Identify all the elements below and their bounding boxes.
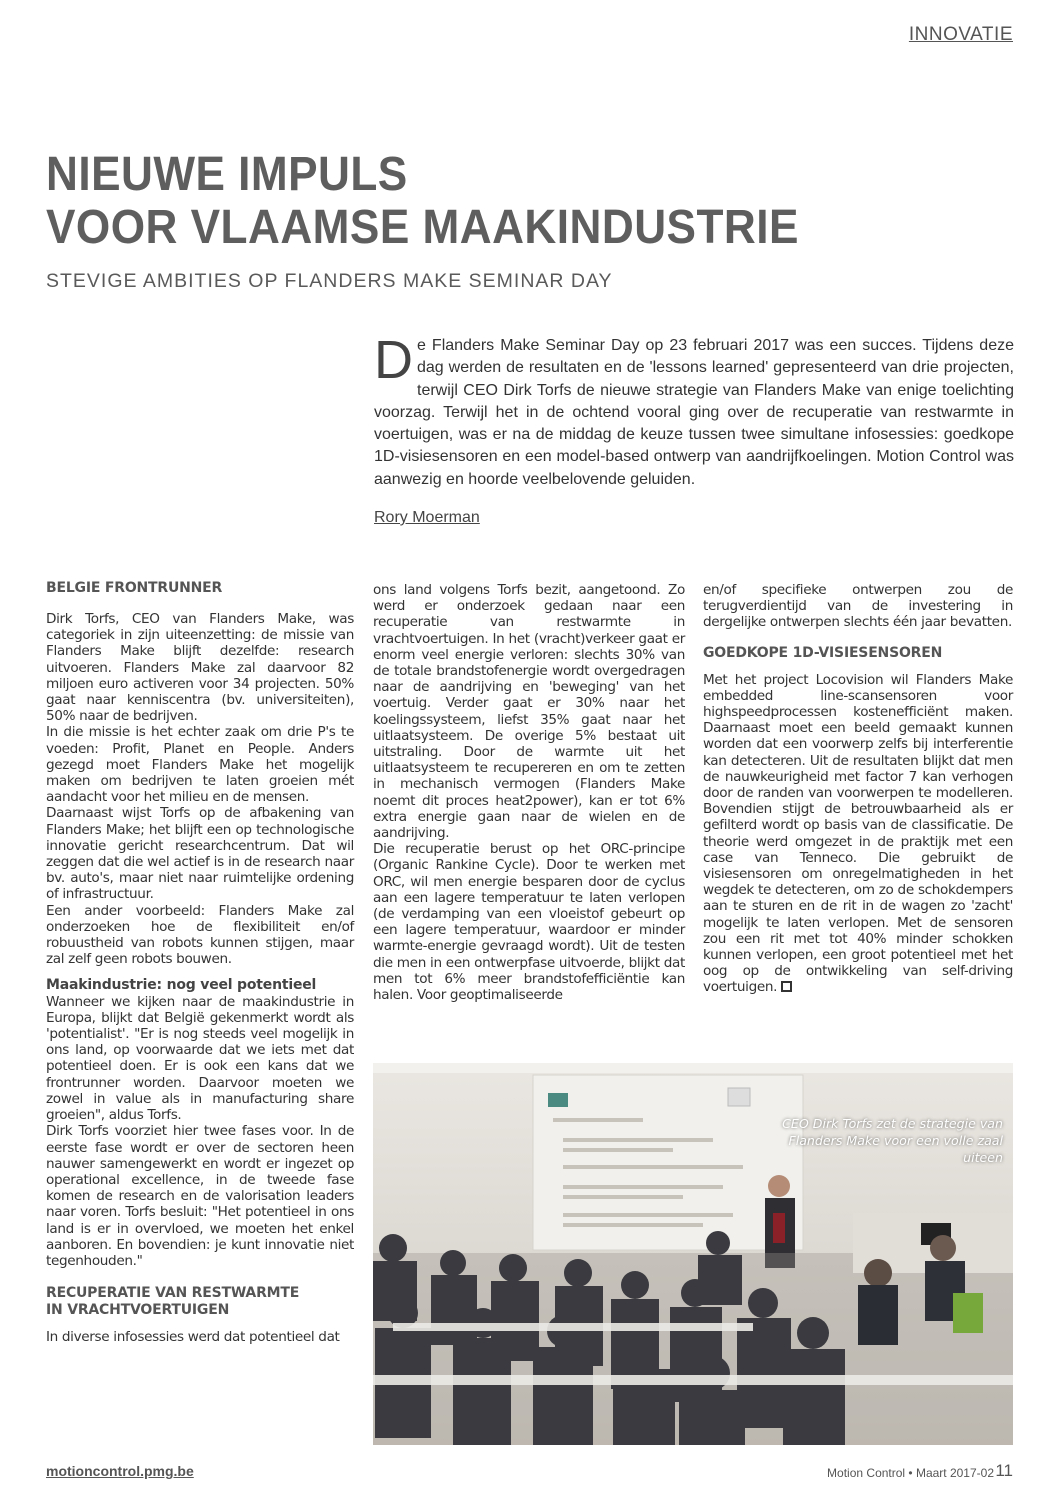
body-paragraph: In die missie is het echter zaak om drie P's te voeden: Profit, Planet en People. Anders gezegd moet Flanders Make het mogelijk maken om bedrijven te laten groeien mét aandacht voor het milieu en de mensen. xyxy=(46,724,354,806)
drop-cap: D xyxy=(374,330,413,390)
section-tag: INNOVATIE xyxy=(908,24,1013,45)
heading-goedkope-visiesensoren: GOEDKOPE 1D-VISIESENSOREN xyxy=(703,644,943,661)
photo-caption: CEO Dirk Torfs zet de strategie van Flanders Make voor een volle zaal uiteen xyxy=(782,1116,1003,1165)
page-number: 11 xyxy=(995,1461,1013,1480)
column-2 xyxy=(373,582,685,1003)
body-paragraph: Die recuperatie berust op het ORC-principe (Organic Rankine Cycle). Door te werken met ORC, wil men energie besparen door de cyclus aan een lagere temperatuur te laten verlopen (de verdamping van een vloeistof gebeurt op een lagere temperatuur, waardoor er minder warmte-energie gevraagd wordt). Uit de testen die men in een ontwerpfase uitvoerde, blijkt dat men tot 6% meer brandstofefficiëntie kan halen. Voor geoptimaliseerde xyxy=(373,841,685,1004)
title-line-2: VOOR VLAAMSE MAAKINDUSTRIE xyxy=(46,201,799,254)
title-line-1: NIEUWE IMPULS xyxy=(46,148,408,201)
body-paragraph: en/of specifieke ontwerpen zou de terugverdientijd van de investering in dergelijke ontwerpen slechts één jaar bevatten. xyxy=(703,582,1013,631)
heading-belgie-frontrunner: BELGIE FRONTRUNNER xyxy=(46,580,223,596)
event-photo xyxy=(373,1063,1013,1445)
heading-line: IN VRACHTVOERTUIGEN xyxy=(46,1302,230,1319)
spacer xyxy=(46,1269,354,1285)
footer-url-link[interactable]: motioncontrol.pmg.be xyxy=(46,1463,194,1479)
column-1 xyxy=(46,580,354,1345)
body-paragraph: Een ander voorbeeld: Flanders Make zal onderzoeken hoe de flexibiliteit en/of robuustheid van robots kunnen stijgen, maar zal zelf geen robots bouwen. xyxy=(46,902,354,968)
footer-issue: Motion Control • Maart 2017-02 xyxy=(827,1466,994,1480)
body-paragraph: Daarnaast wijst Torfs op de afbakening van Flanders Make; het blijft een op technologische innovatie gericht researchcentrum. Dat wil zeggen dat die wel actief is in de research naar bv. auto's, maar niet naar ruimtelijke ordening of infrastructuur. xyxy=(46,805,354,903)
lead-text: e Flanders Make Seminar Day op 23 februari 2017 was een succes. Tijdens deze dag werden de resultaten en de 'lessons learned' gepresenteerd van drie projecten, terwijl CEO Dirk Torfs de nieuwe strategie van Flanders Make van enige toelichting voorzag. Terwijl het in de ochtend vooral ging over de recuperatie van restwarmte in voertuigen, was er na de middag de keuze tussen twee simultane infosessies: goedkope 1D-visiesensoren en een model-based ontwerp van aandrijfkoelingen. Motion Control was aanwezig en hoorde veelbelovende geluiden. xyxy=(374,337,1014,488)
body-paragraph: Dirk Torfs voorziet hier twee fases voor. In de eerste fase wordt er over de sectoren heen nauwer samengewerkt en wordt er ingezet op operational excellence, in de tweede fase komen de research en de valorisation leaders naar voren. Torfs besluit: "Het potentieel in ons land is er in overvloed, we moeten het enkel aanboren. En bovendien: je kunt innovatie niet tegenhouden." xyxy=(46,1123,354,1269)
body-text: Met het project Locovision wil Flanders Make embedded line-scansensoren voor highspeedprocessen kostenefficiënt maken. Daarnaast moet een beeld gemaakt kunnen worden dat een voorwerp zelfs bij interferentie kan detecteren. Uit de resultaten blijkt dat men de nauwkeurigheid met factor 7 kan verhogen door de randen van voorwerpen te modelleren. Bovendien stijgt de betrouwbaarheid als er gefilterd wordt op basis van de classificatie. De theorie werd omgezet in de praktijk met een case van Tenneco. Die gebruikt de visiesensoren om onregelmatigheden in het wegdek te detecteren, om zo de schokdempers aan te sturen en de rit in de wagen zo 'zacht' mogelijk te laten verlopen. Met de sensoren zou een rit met tot 40% minder schokken kunnen verlopen, een groot potentieel met het oog op de ontwikkeling van self-driving voertuigen. xyxy=(703,671,1013,996)
end-mark-icon xyxy=(781,981,792,992)
subheading-maakindustrie: Maakindustrie: nog veel potentieel xyxy=(46,977,317,994)
body-paragraph: In diverse infosessies werd dat potentieel dat xyxy=(46,1329,340,1346)
body-paragraph: ons land volgens Torfs bezit, aangetoond. Zo werd er onderzoek gedaan naar een recuperatie van restwarmte in vrachtvoertuigen. In het (vracht)verkeer gaat er enorm veel energie verloren: slechts 30% van de totale brandstofenergie wordt overgedragen naar de aandrijving en 'beweging' van het voertuig. Verder gaat er 30% naar het koelingssysteem, liefst 35% gaat naar het uitlaatsysteem. De overige 5% bestaat uit uitstraling. Door de warmte uit het uitlaatsysteem te recupereren en om te zetten in mechanisch vermogen (Flanders Make noemt dit proces heat2power), kan er tot 6% extra energie gaan naar de wielen en de aandrijving. xyxy=(373,582,685,842)
body-paragraph: Wanneer we kijken naar de maakindustrie in Europa, blijkt dat België gekenmerkt wordt als 'potentialist'. "Er is nog steeds veel mogelijk in ons land, op voorwaarde dat we iets met dat potentieel doen. Er is ook een kans dat we frontrunner worden. Daarvoor moeten we zowel in value als in manufacturing share groeien", aldus Torfs. xyxy=(46,993,354,1124)
column-3 xyxy=(703,582,1013,996)
spacer xyxy=(703,631,1013,645)
lead-paragraph xyxy=(374,330,1014,491)
article-title xyxy=(46,148,874,254)
heading-line: RECUPERATIE VAN RESTWARMTE xyxy=(46,1285,300,1302)
article-subtitle: STEVIGE AMBITIES OP FLANDERS MAKE SEMINAR DAY xyxy=(46,270,613,292)
author-link[interactable]: Rory Moerman xyxy=(374,509,480,526)
heading-recuperatie xyxy=(46,1285,354,1319)
body-paragraph xyxy=(703,672,1013,996)
body-paragraph: Dirk Torfs, CEO van Flanders Make, was categoriek in zijn uiteenzetting: de missie van Flanders Make blijft dezelfde: research uitvoeren. Flanders Make zal daarvoor 82 miljoen euro activeren voor 34 projecten. 50% gaat naar kenniscentra (bv. universiteiten), 50% naar de bedrijven. xyxy=(46,611,354,725)
